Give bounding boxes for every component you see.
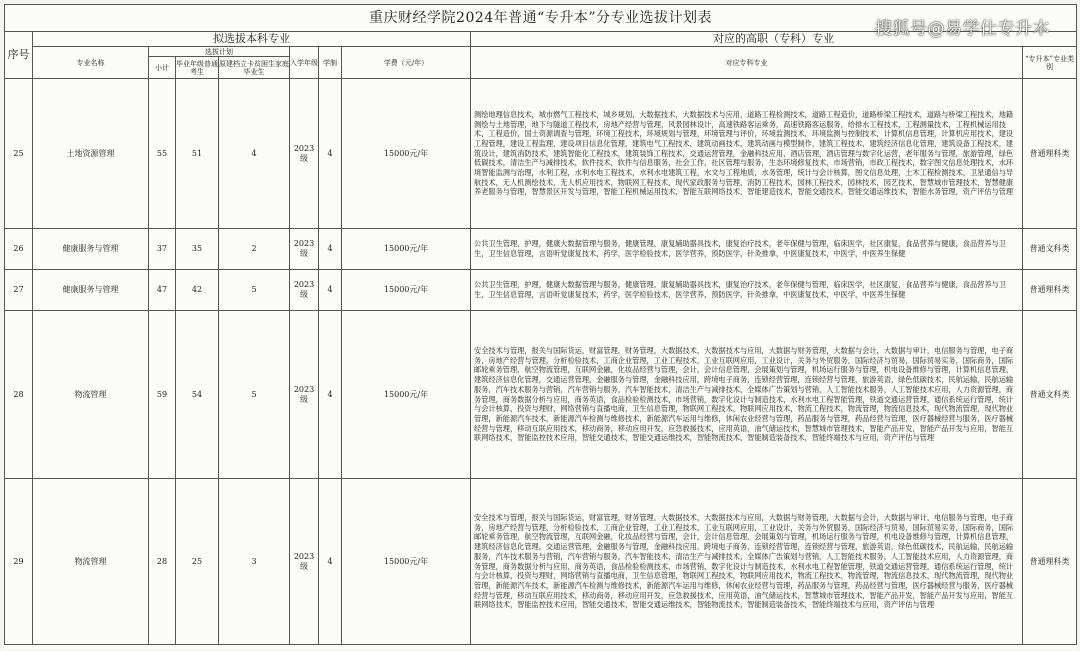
row-fee: 15000元/年	[342, 270, 471, 311]
watermark-text: 搜狐号@易学仕专升本	[875, 19, 1050, 39]
category-header: “专升本”专业类别	[1023, 47, 1077, 79]
row-poor: 5	[219, 311, 290, 479]
related-header: 对应专科专业	[471, 47, 1023, 79]
section-left-header: 拟选拔本科专业	[33, 32, 471, 47]
page-title: 重庆财经学院2024年普通“专升本”分专业选拔计划表	[5, 5, 1077, 32]
row-category: 普通理科类	[1023, 270, 1077, 311]
row-years: 4	[319, 311, 342, 479]
row-grade: 2023级	[290, 79, 319, 229]
row-grads: 35	[176, 229, 219, 270]
table-row	[5, 311, 1077, 479]
major-header: 专业名称	[33, 47, 149, 79]
grade-header: 入学年级	[290, 47, 319, 79]
row-fee: 15000元/年	[342, 479, 471, 645]
row-seq: 29	[5, 479, 33, 645]
seq-header: 序号	[5, 32, 33, 79]
years-header: 学制	[319, 47, 342, 79]
section-right-header: 对应的高职（专科）专业	[471, 32, 1077, 47]
row-poor: 3	[219, 479, 290, 645]
grads-header: 毕业年级普通考生	[176, 57, 219, 79]
row-grade: 2023级	[290, 479, 319, 645]
row-related: 公共卫生管理，护理，健康大数据管理与服务，健康管理，康复辅助器具技术，康复治疗技术，老年保健与管理，临床医学，社区康复，食品营养与健康，食品营养与卫生，卫生信息管理，言语听觉康复技术，药学，医学检验技术，医学营养，预防医学，针灸推拿，中医康复技术，中医学，中医养生保健	[471, 270, 1023, 311]
row-fee: 15000元/年	[342, 229, 471, 270]
row-subtotal: 59	[149, 311, 176, 479]
row-poor: 2	[219, 229, 290, 270]
row-related: 公共卫生管理，护理，健康大数据管理与服务，健康管理，康复辅助器具技术，康复治疗技术，老年保健与管理，临床医学，社区康复，食品营养与健康，食品营养与卫生，卫生信息管理，言语听觉康复技术，药学，医学检验技术，医学营养，预防医学，针灸推拿，中医康复技术，中医学，中医养生保健	[471, 229, 1023, 270]
row-related: 安全技术与管理，报关与国际货运，财富管理，财务管理，大数据技术，大数据技术与应用，大数据与财务管理，大数据与会计，大数据与审计，电信服务与管理，电子商务，房地产经营与管理，分析检验技术，工商企业管理，工业工程技术，工业互联网应用，工业设计，关务与外贸服务，国际经济与贸易，国际贸易实务，国际商务，国际邮轮乘务管理，航空物流管理，互联网金融，化妆品经营与管理，会计，会计信息管理，会展策划与管理，机场运行服务与管理，机电设备维修与管理，计算机信息管理，建筑经济信息化管理，交通运营管理，金融服务与管理，金融科技应用，跨境电子商务，连锁经营管理，连锁经营与管理，旅游英语，绿色低碳技术，民航运输，民航运输服务，汽车技术服务与营销，汽车营销与服务，汽车智能技术，清洁生产与减排技术，全媒体广告策划与营销，人工智能技术服务，人工智能技术应用，人力资源管理，商务管理，商务数据分析与应用，商务英语，食品检验检测技术，市场营销，数字化设计与制造技术，水利水电工程智能管理，铁道交通运营管理，通信系统运行管理，统计与会计核算，投资与理财，网络营销与直播电商，卫生信息管理，物联网工程技术，物联网应用技术，物流工程技术，物流管理，物流信息技术，现代物流管理，现代物业管理，新能源汽车技术，新能源汽车检测与维修技术，新能源汽车运用与维修，休闲农业经营与管理，药品服务与管理，药品经营与管理，医疗器械经营与服务，医疗器械经营与管理，移动互联应用技术，移动商务，移动应用开发，应急救援技术，应用英语，油气储运技术，智慧城市管理技术，智能产品开发，智能产品开发与应用，智能互联网络技术，智能监控技术应用，智能交通技术，智能交通运维技术，智能物流技术，智能制造装备技术，智能终端技术与应用，资产评估与管理	[471, 311, 1023, 479]
row-subtotal: 37	[149, 229, 176, 270]
row-major: 健康服务与管理	[33, 229, 149, 270]
table-row	[5, 79, 1077, 229]
row-grads: 42	[176, 270, 219, 311]
row-seq: 25	[5, 79, 33, 229]
row-poor: 4	[219, 79, 290, 229]
row-major: 物流管理	[33, 479, 149, 645]
document-page	[4, 4, 1076, 649]
header-row-1	[5, 47, 1077, 57]
row-subtotal: 55	[149, 79, 176, 229]
row-years: 4	[319, 229, 342, 270]
table-row	[5, 270, 1077, 311]
row-major: 土地资源管理	[33, 79, 149, 229]
row-years: 4	[319, 479, 342, 645]
row-category: 普通理科类	[1023, 79, 1077, 229]
row-grads: 54	[176, 311, 219, 479]
row-subtotal: 47	[149, 270, 176, 311]
subtotal-header: 小计	[149, 57, 176, 79]
row-years: 4	[319, 270, 342, 311]
row-category: 普通文科类	[1023, 229, 1077, 270]
row-subtotal: 28	[149, 479, 176, 645]
plan-header: 选拔计划	[149, 47, 290, 57]
table-row	[5, 479, 1077, 645]
row-seq: 26	[5, 229, 33, 270]
poor-header: 原建档立卡贫困生家庭毕业生	[219, 57, 290, 79]
row-years: 4	[319, 79, 342, 229]
row-related: 测绘地理信息技术，城市燃气工程技术，城乡规划，大数据技术，大数据技术与应用，道路工程检测技术，道路工程造价，道路桥梁工程技术，道路与桥梁工程技术，地籍测绘与土地管理，地下与隧道工程技术，房地产经营与管理，风景园林设计，高速铁路客运乘务，高速铁路客运服务，给排水工程技术，工程测量技术，工程机械运用技术，工程造价，国土资源调查与管理，环境工程技术，环境规划与管理，环境管理与评价，环境监测技术，环境监测与控制技术，计算机信息管理，计算机应用技术，建设工程管理，建设工程监理，建设项目信息化管理，建筑电气工程技术，建筑动画技术，建筑动画与模型制作，建筑工程技术，建筑经济信息化管理，建筑设备工程技术，建筑设计，建筑消防技术，建筑智能化工程技术，建筑装饰工程技术，交通运营管理，金融科技应用，酒店管理，酒店管理与数字化运营，老年服务与管理，旅游管理，绿色低碳技术，清洁生产与减排技术，软件技术，软件与信息服务，社会工作，社区管理与服务，生态环境修复技术，市场营销，市政工程技术，数字图文信息处理技术，水环境智能监测与治理，水利工程，水利水电工程技术，水利水电建筑工程，水文与工程地质，水务管理，统计与会计核算，图文信息处理，土木工程检测技术，卫星通信与导航技术，无人机测绘技术，无人机应用技术，物联网工程技术，现代家政服务与管理，消防工程技术，园林工程技术，园林技术，园艺技术，智慧城市管理技术，智慧健康养老服务与管理，智慧景区开发与管理，智能工程机械运用技术，智能互联网络技术，智能建造技术，智能交通技术，智能交通运维技术，智能水务管理，资产评估与管理	[471, 79, 1023, 229]
row-fee: 15000元/年	[342, 79, 471, 229]
table-row	[5, 229, 1077, 270]
row-category: 普通理科类	[1023, 479, 1077, 645]
row-grads: 51	[176, 79, 219, 229]
row-major: 物流管理	[33, 311, 149, 479]
row-related: 安全技术与管理，报关与国际货运，财富管理，财务管理，大数据技术，大数据技术与应用，大数据与财务管理，大数据与会计，大数据与审计，电信服务与管理，电子商务，房地产经营与管理，分析检验技术，工商企业管理，工业工程技术，工业互联网应用，工业设计，关务与外贸服务，国际经济与贸易，国际贸易实务，国际商务，国际邮轮乘务管理，航空物流管理，互联网金融，化妆品经营与管理，会计，会计信息管理，会展策划与管理，机场运行服务与管理，机电设备维修与管理，计算机信息管理，建筑经济信息化管理，交通运营管理，金融服务与管理，金融科技应用，跨境电子商务，连锁经营管理，连锁经营与管理，旅游英语，绿色低碳技术，民航运输，民航运输服务，汽车技术服务与营销，汽车营销与服务，汽车智能技术，清洁生产与减排技术，全媒体广告策划与营销，人工智能技术服务，人工智能技术应用，人力资源管理，商务管理，商务数据分析与应用，商务英语，食品检验检测技术，市场营销，数字化设计与制造技术，水利水电工程智能管理，铁道交通运营管理，通信系统运行管理，统计与会计核算，投资与理财，网络营销与直播电商，卫生信息管理，物联网工程技术，物联网应用技术，物流工程技术，物流管理，物流信息技术，现代物流管理，现代物业管理，新能源汽车技术，新能源汽车检测与维修技术，新能源汽车运用与维修，休闲农业经营与管理，药品服务与管理，药品经营与管理，医疗器械经营与服务，医疗器械经营与管理，移动互联应用技术，移动商务，移动应用开发，应急救援技术，应用英语，油气储运技术，智慧城市管理技术，智能产品开发，智能产品开发与应用，智能互联网络技术，智能监控技术应用，智能交通技术，智能交通运维技术，智能物流技术，智能制造装备技术，智能终端技术与应用，资产评估与管理	[471, 479, 1023, 645]
plan-table	[4, 4, 1077, 645]
row-grade: 2023级	[290, 229, 319, 270]
row-grade: 2023级	[290, 311, 319, 479]
fee-header: 学费（元/年）	[342, 47, 471, 79]
row-grads: 25	[176, 479, 219, 645]
row-grade: 2023级	[290, 270, 319, 311]
row-poor: 5	[219, 270, 290, 311]
row-seq: 28	[5, 311, 33, 479]
row-major: 健康服务与管理	[33, 270, 149, 311]
row-category: 普通文科类	[1023, 311, 1077, 479]
row-fee: 15000元/年	[342, 311, 471, 479]
row-seq: 27	[5, 270, 33, 311]
